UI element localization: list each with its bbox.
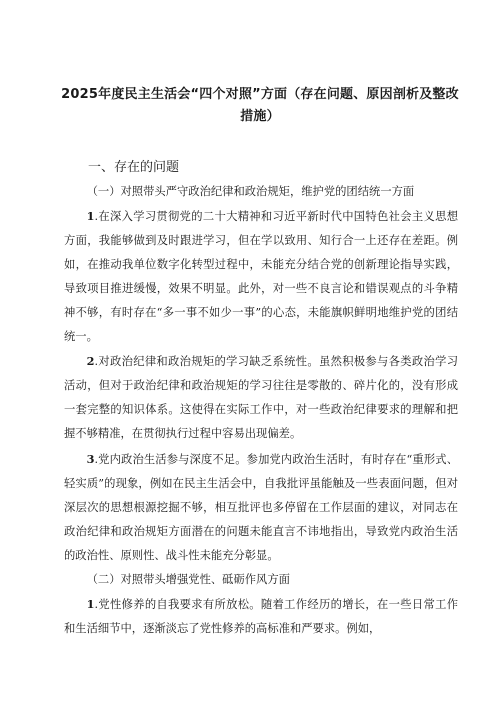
document-title: 2025年度民主生活会“四个对照”方面（存在问题、原因剖析及整改措施） — [61, 87, 459, 124]
subsection-heading: （二）对照带头增强党性、砥砺作风方面 — [86, 572, 290, 586]
subsection-heading: （一）对照带头严守政治纪律和政治规矩，维护党的团结统一方面 — [86, 185, 415, 198]
paragraph: 1.在深入学习贯彻党的二十大精神和习近平新时代中国特色社会主义思想方面，我能够做到及时跟进学习，但在学以致用、知行合一上还存在差距。例如，在推动我单位数字化转型过程中，未能充分结合党的创新理论指导实践，导致项目推进缓慢，效果不明显。此外，对一些不良言论和错误观点的斗争精神不够，有时存在“多一事不如少一事”的心态，未能旗帜鲜明地维护党的团结统一。 — [64, 209, 458, 344]
section-heading: 一、存在的问题 — [88, 160, 180, 175]
item-number: 2 — [86, 354, 95, 369]
item-number: 1 — [86, 596, 95, 611]
item-number: 3 — [86, 451, 95, 466]
document-body — [64, 180, 458, 641]
paragraph: 1.党性修养的自我要求有所放松。随着工作经历的增长，在一些日常工作和生活细节中，逐渐淡忘了党性修养的高标准和严要求。例如， — [64, 596, 458, 635]
paragraph: 2.对政治纪律和政治规矩的学习缺乏系统性。虽然积极参与各类政治学习活动，但对于政治纪律和政治规矩的学习往往是零散的、碎片化的，没有形成一套完整的知识体系。这使得在实际工作中，对一些政治纪律要求的理解和把握不够精准，在贯彻执行过程中容易出现偏差。 — [64, 354, 458, 441]
item-number: 1 — [86, 209, 95, 224]
paragraph: 3.党内政治生活参与深度不足。参加党内政治生活时，有时存在“重形式、轻实质”的现象，例如在民主生活会中，自我批评虽能触及一些表面问题，但对深层次的思想根源挖掘不够，相互批评也多停留在工作层面的建议，对同志在政治纪律和政治规矩方面潜在的问题未能直言不讳地指出，导致党内政治生活的政治性、原则性、战斗性未能充分彰显。 — [64, 451, 458, 562]
